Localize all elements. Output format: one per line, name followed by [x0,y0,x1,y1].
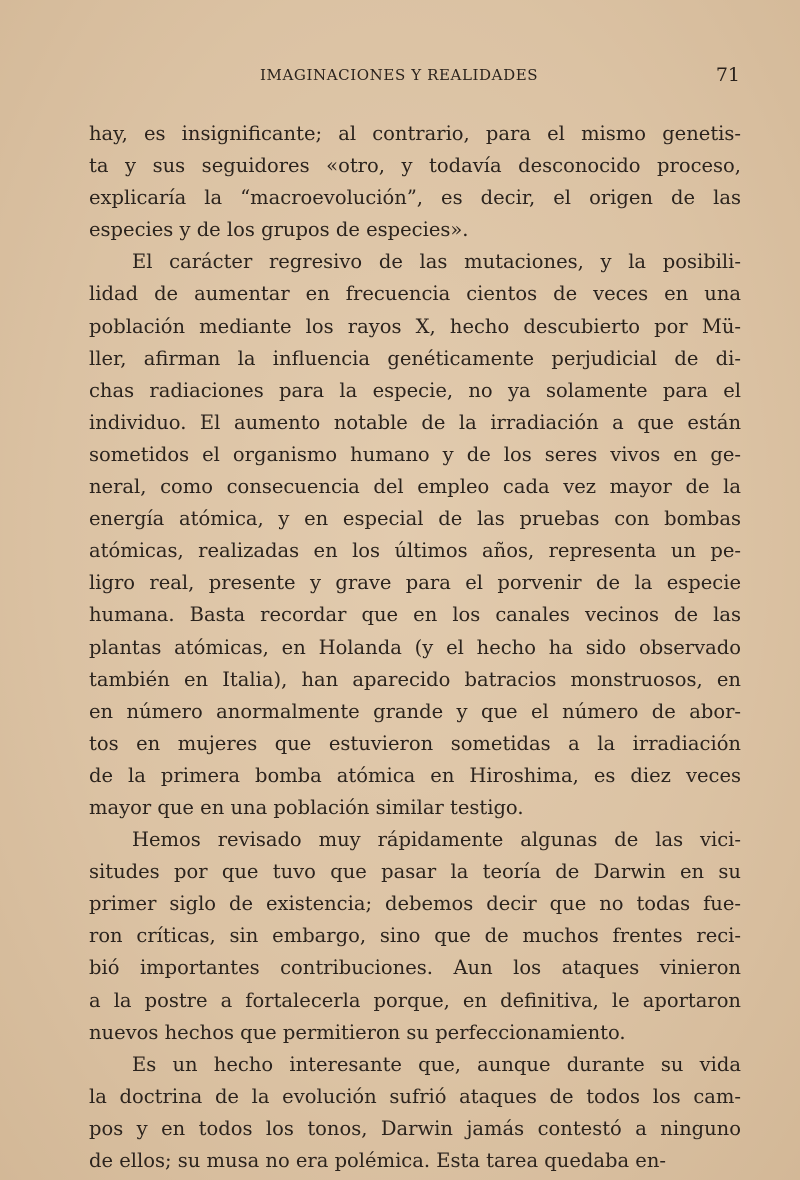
text-line: sometidos el organismo humano y de los seres vivos en ge- [89,442,741,466]
text-line: situdes por que tuvo que pasar la teoría de Darwin en su [89,860,741,884]
text-line: la doctrina de la evolución sufrió ataques de todos los cam- [89,1084,741,1108]
paragraph [89,118,741,246]
text-line: en número anormalmente grande y que el número de abor- [89,699,741,723]
paragraph [89,246,741,824]
text-line: especies y de los grupos de especies». [89,218,469,242]
text-line: bió importantes contribuciones. Aun los ataques vinieron [89,956,741,980]
text-line: primer siglo de existencia; debemos decir que no todas fue- [89,892,741,916]
paragraph [89,824,741,1049]
running-head [90,66,740,92]
text-line: también en Italia), han aparecido batracios monstruosos, en [89,667,741,691]
text-line: población mediante los rayos X, hecho descubierto por Mü- [89,314,741,338]
text-line: de la primera bomba atómica en Hiroshima, es diez veces [89,763,741,787]
text-line: hay, es insignificante; al contrario, para el mismo genetis- [89,122,741,145]
text-line: lidad de aumentar en frecuencia cientos de veces en una [89,282,741,306]
text-line: chas radiaciones para la especie, no ya solamente para el [89,378,741,402]
text-line: Es un hecho interesante que, aunque durante su vida [132,1052,741,1076]
text-line: humana. Basta recordar que en los canales vecinos de las [89,603,741,627]
text-line: Hemos revisado muy rápidamente algunas de las vici- [132,828,741,852]
paragraph [89,1049,741,1177]
text-line: explicaría la “macroevolución”, es decir, el origen de las [89,186,741,210]
text-line: neral, como consecuencia del empleo cada vez mayor de la [89,475,741,499]
text-line: ller, afirman la influencia genéticamente perjudicial de di- [89,346,741,370]
text-line: atómicas, realizadas en los últimos años, representa un pe- [89,539,741,563]
text-line: a la postre a fortalecerla porque, en definitiva, le aportaron [89,988,741,1012]
text-line: El carácter regresivo de las mutaciones, y la posibili- [132,250,741,274]
text-line: ta y sus seguidores «otro, y todavía desconocido proceso, [89,154,741,178]
text-line: ron críticas, sin embargo, sino que de muchos frentes reci- [89,924,741,948]
text-line: mayor que en una población similar testigo. [89,795,524,819]
text-line: nuevos hechos que permitieron su perfeccionamiento. [89,1020,626,1044]
text-line: tos en mujeres que estuvieron sometidas a la irradiación [89,731,741,755]
text-line: energía atómica, y en especial de las pruebas con bombas [89,507,741,531]
text-line: ligro real, presente y grave para el porvenir de la especie [89,571,741,595]
text-line: de ellos; su musa no era polémica. Esta tarea quedaba en- [89,1149,666,1172]
text-line: plantas atómicas, en Holanda (y el hecho ha sido observado [89,635,741,659]
page-number: 71 [715,64,740,86]
running-head-title: IMAGINACIONES Y REALIDADES [260,66,539,84]
body-text [89,118,741,1177]
text-line: individuo. El aumento notable de la irradiación a que están [89,410,741,434]
text-line: pos y en todos los tonos, Darwin jamás contestó a ninguno [89,1116,741,1140]
